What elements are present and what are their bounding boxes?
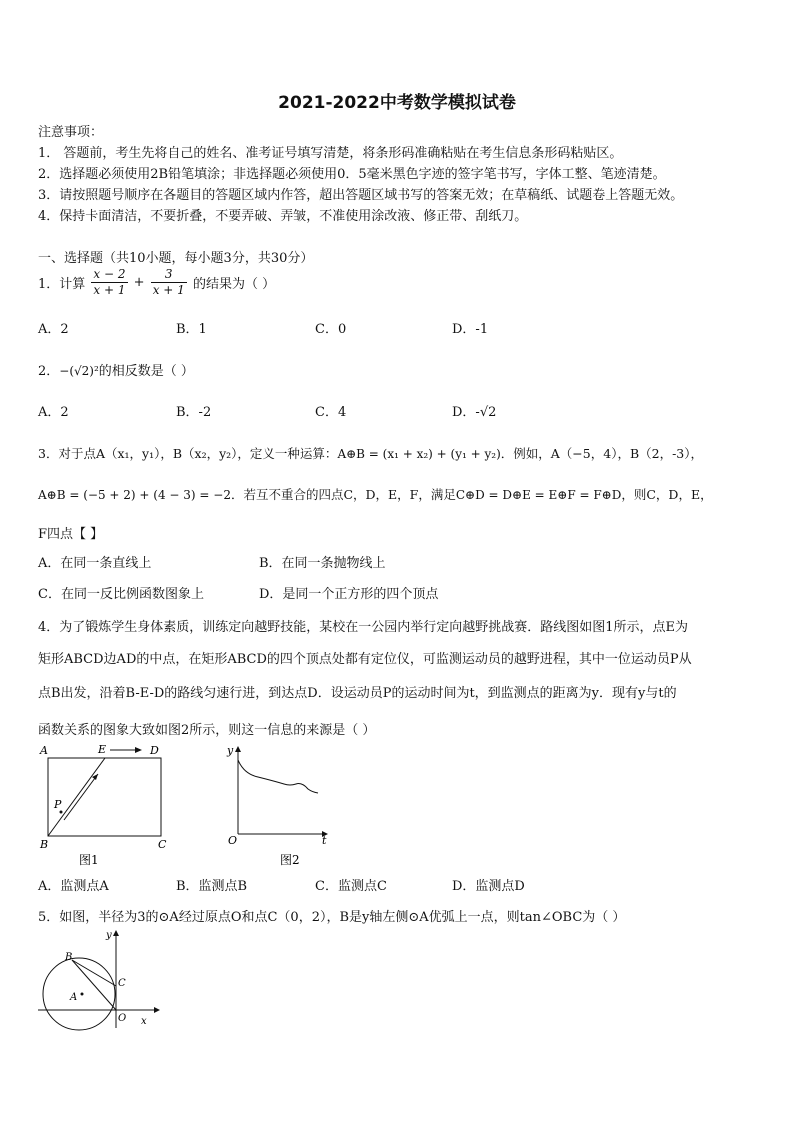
q1-frac2-num: 3 <box>151 267 187 283</box>
center-a <box>81 993 84 996</box>
q1-fraction-2 <box>151 267 187 298</box>
q2-prefix: 2． <box>38 364 60 379</box>
question-3-line-2 <box>38 485 713 503</box>
notice-item: 1． 答题前，考生先将自己的姓名、准考证号填写清楚，将条形码准确粘贴在考生信息条形码粘贴区。 <box>38 146 623 161</box>
label-c: C <box>158 838 167 851</box>
q3-option-d: D．是同一个正方形的四个顶点 <box>259 587 439 602</box>
label-origin: O <box>228 834 238 847</box>
page-title: 2021-2022中考数学模拟试卷 <box>278 93 516 113</box>
q1-suffix: 的结果为（ ） <box>192 277 276 292</box>
y-axis-arrow <box>235 746 241 752</box>
label-a: A <box>40 744 48 757</box>
question-3-line-1 <box>38 444 703 462</box>
q1-option-c: C．0 <box>315 322 347 337</box>
q2-option-c: C．4 <box>315 405 347 420</box>
label-t: t <box>322 834 327 847</box>
q1-option-a: A．2 <box>38 322 69 337</box>
q1-option-b: B．1 <box>176 322 207 337</box>
q1-plus: + <box>133 275 145 290</box>
label-y: y <box>106 930 112 941</box>
question-2 <box>38 360 194 379</box>
notice-item: 3．请按照题号顺序在各题目的答题区域内作答，超出答题区域书写的答案无效；在草稿纸、试题卷上答题无效。 <box>38 188 684 203</box>
q3-line2-text-b: ，则C，D，E， <box>621 487 713 502</box>
q3-option-b: B．在同一条抛物线上 <box>259 556 386 571</box>
function-curve <box>238 760 318 793</box>
q3-line1-text-b: ．例如，A（−5，4），B（2，-3）， <box>500 446 704 461</box>
segment-bo <box>72 960 116 1010</box>
q1-frac1-num: x − 2 <box>93 267 126 281</box>
q2-expression: −(√2)² <box>59 364 99 378</box>
label-o: O <box>118 1013 127 1024</box>
question-4-line-1: 4．为了锻炼学生身体素质，训练定向越野技能，某校在一公园内举行定向越野挑战赛．路线图如图1所示，点E为 <box>38 620 689 635</box>
q1-option-d: D．-1 <box>452 322 489 337</box>
q4-figure-1 <box>34 740 184 870</box>
q3-line1-text-a: 3．对于点A（x₁，y₁），B（x₂，y₂），定义一种运算： <box>38 446 338 461</box>
q4-option-a: A．监测点A <box>38 879 109 894</box>
question-4-line-2: 矩形ABCD边AD的中点，在矩形ABCD的四个顶点处都有定位仪，可监测运动员的越野进程，其中一位运动员P从 <box>38 652 692 667</box>
circle-a <box>43 958 115 1030</box>
question-5-line-1: 5．如图，半径为3的⊙A经过原点O和点C（0，2），B是y轴左侧⊙A优弧上一点，则tan∠OBC为（ ） <box>38 910 626 925</box>
x-axis-arrow <box>154 1007 160 1013</box>
q3-option-a: A．在同一条直线上 <box>38 556 152 571</box>
q2-option-d: D．-√2 <box>452 405 497 420</box>
label-d: D <box>150 744 159 757</box>
label-e: E <box>98 743 107 756</box>
q4-option-c: C．监测点C <box>315 879 387 894</box>
notice-item: 2．选择题必须使用2B铅笔填涂；非选择题必须使用0．5毫米黑色字迹的签字笔书写，字体工整、笔迹清楚。 <box>38 167 666 182</box>
q3-line2-text-a: ．若互不重合的四点C，D，E，F，满足 <box>230 487 456 502</box>
notice-heading: 注意事项： <box>38 125 104 140</box>
q5-figure <box>34 924 164 1032</box>
q4-option-b: B．监测点B <box>176 879 248 894</box>
notice-item: 4．保持卡面清洁，不要折叠，不要弄破、弄皱，不准使用涂改液、修正带、刮纸刀。 <box>38 209 528 224</box>
q3-definition-formula: A⊕B = (x₁ + x₂) + (y₁ + y₂) <box>337 447 501 461</box>
question-1 <box>38 267 275 298</box>
top-arrow-head <box>135 747 142 753</box>
question-3-line-3: F四点【 】 <box>38 527 104 542</box>
q1-frac1-den: x + 1 <box>93 283 126 297</box>
path-arrow <box>64 774 98 820</box>
segment-bc <box>72 960 116 986</box>
q1-prefix: 1．计算 <box>38 277 86 292</box>
rectangle-abcd <box>48 758 161 836</box>
q3-example-formula: A⊕B = (−5 + 2) + (4 − 3) = −2 <box>38 488 231 502</box>
q2-option-b: B．-2 <box>176 405 212 420</box>
q3-condition-formula: C⊕D = D⊕E = E⊕F = F⊕D <box>455 488 622 502</box>
fig1-caption: 图1 <box>79 853 99 867</box>
question-4-line-3: 点B出发，沿着B-E-D的路线匀速行进，到达点D．设运动员P的运动时间为t，到监测点的距离为y．现有y与t的 <box>38 686 677 701</box>
fig2-caption: 图2 <box>280 853 300 867</box>
label-b: B <box>65 952 73 963</box>
q3-option-c: C．在同一反比例函数图象上 <box>38 587 204 602</box>
q2-option-a: A．2 <box>38 405 69 420</box>
section-heading: 一、选择题（共10小题，每小题3分，共30分） <box>38 251 314 266</box>
q1-fraction-1 <box>91 267 127 298</box>
label-x: x <box>141 1016 147 1027</box>
q1-frac2-den: x + 1 <box>152 283 185 297</box>
question-4-line-4: 函数关系的图象大致如图2所示，则这一信息的来源是（ ） <box>38 723 376 738</box>
path-be <box>48 758 105 836</box>
label-a: A <box>70 992 78 1003</box>
y-axis-arrow <box>113 930 119 936</box>
label-y: y <box>227 744 234 757</box>
label-p: P <box>54 798 62 811</box>
label-b: B <box>40 838 49 851</box>
q2-suffix: 的相反数是（ ） <box>98 364 194 379</box>
q4-figure-2 <box>224 740 334 870</box>
q4-option-d: D．监测点D <box>452 879 525 894</box>
label-c: C <box>118 978 126 989</box>
